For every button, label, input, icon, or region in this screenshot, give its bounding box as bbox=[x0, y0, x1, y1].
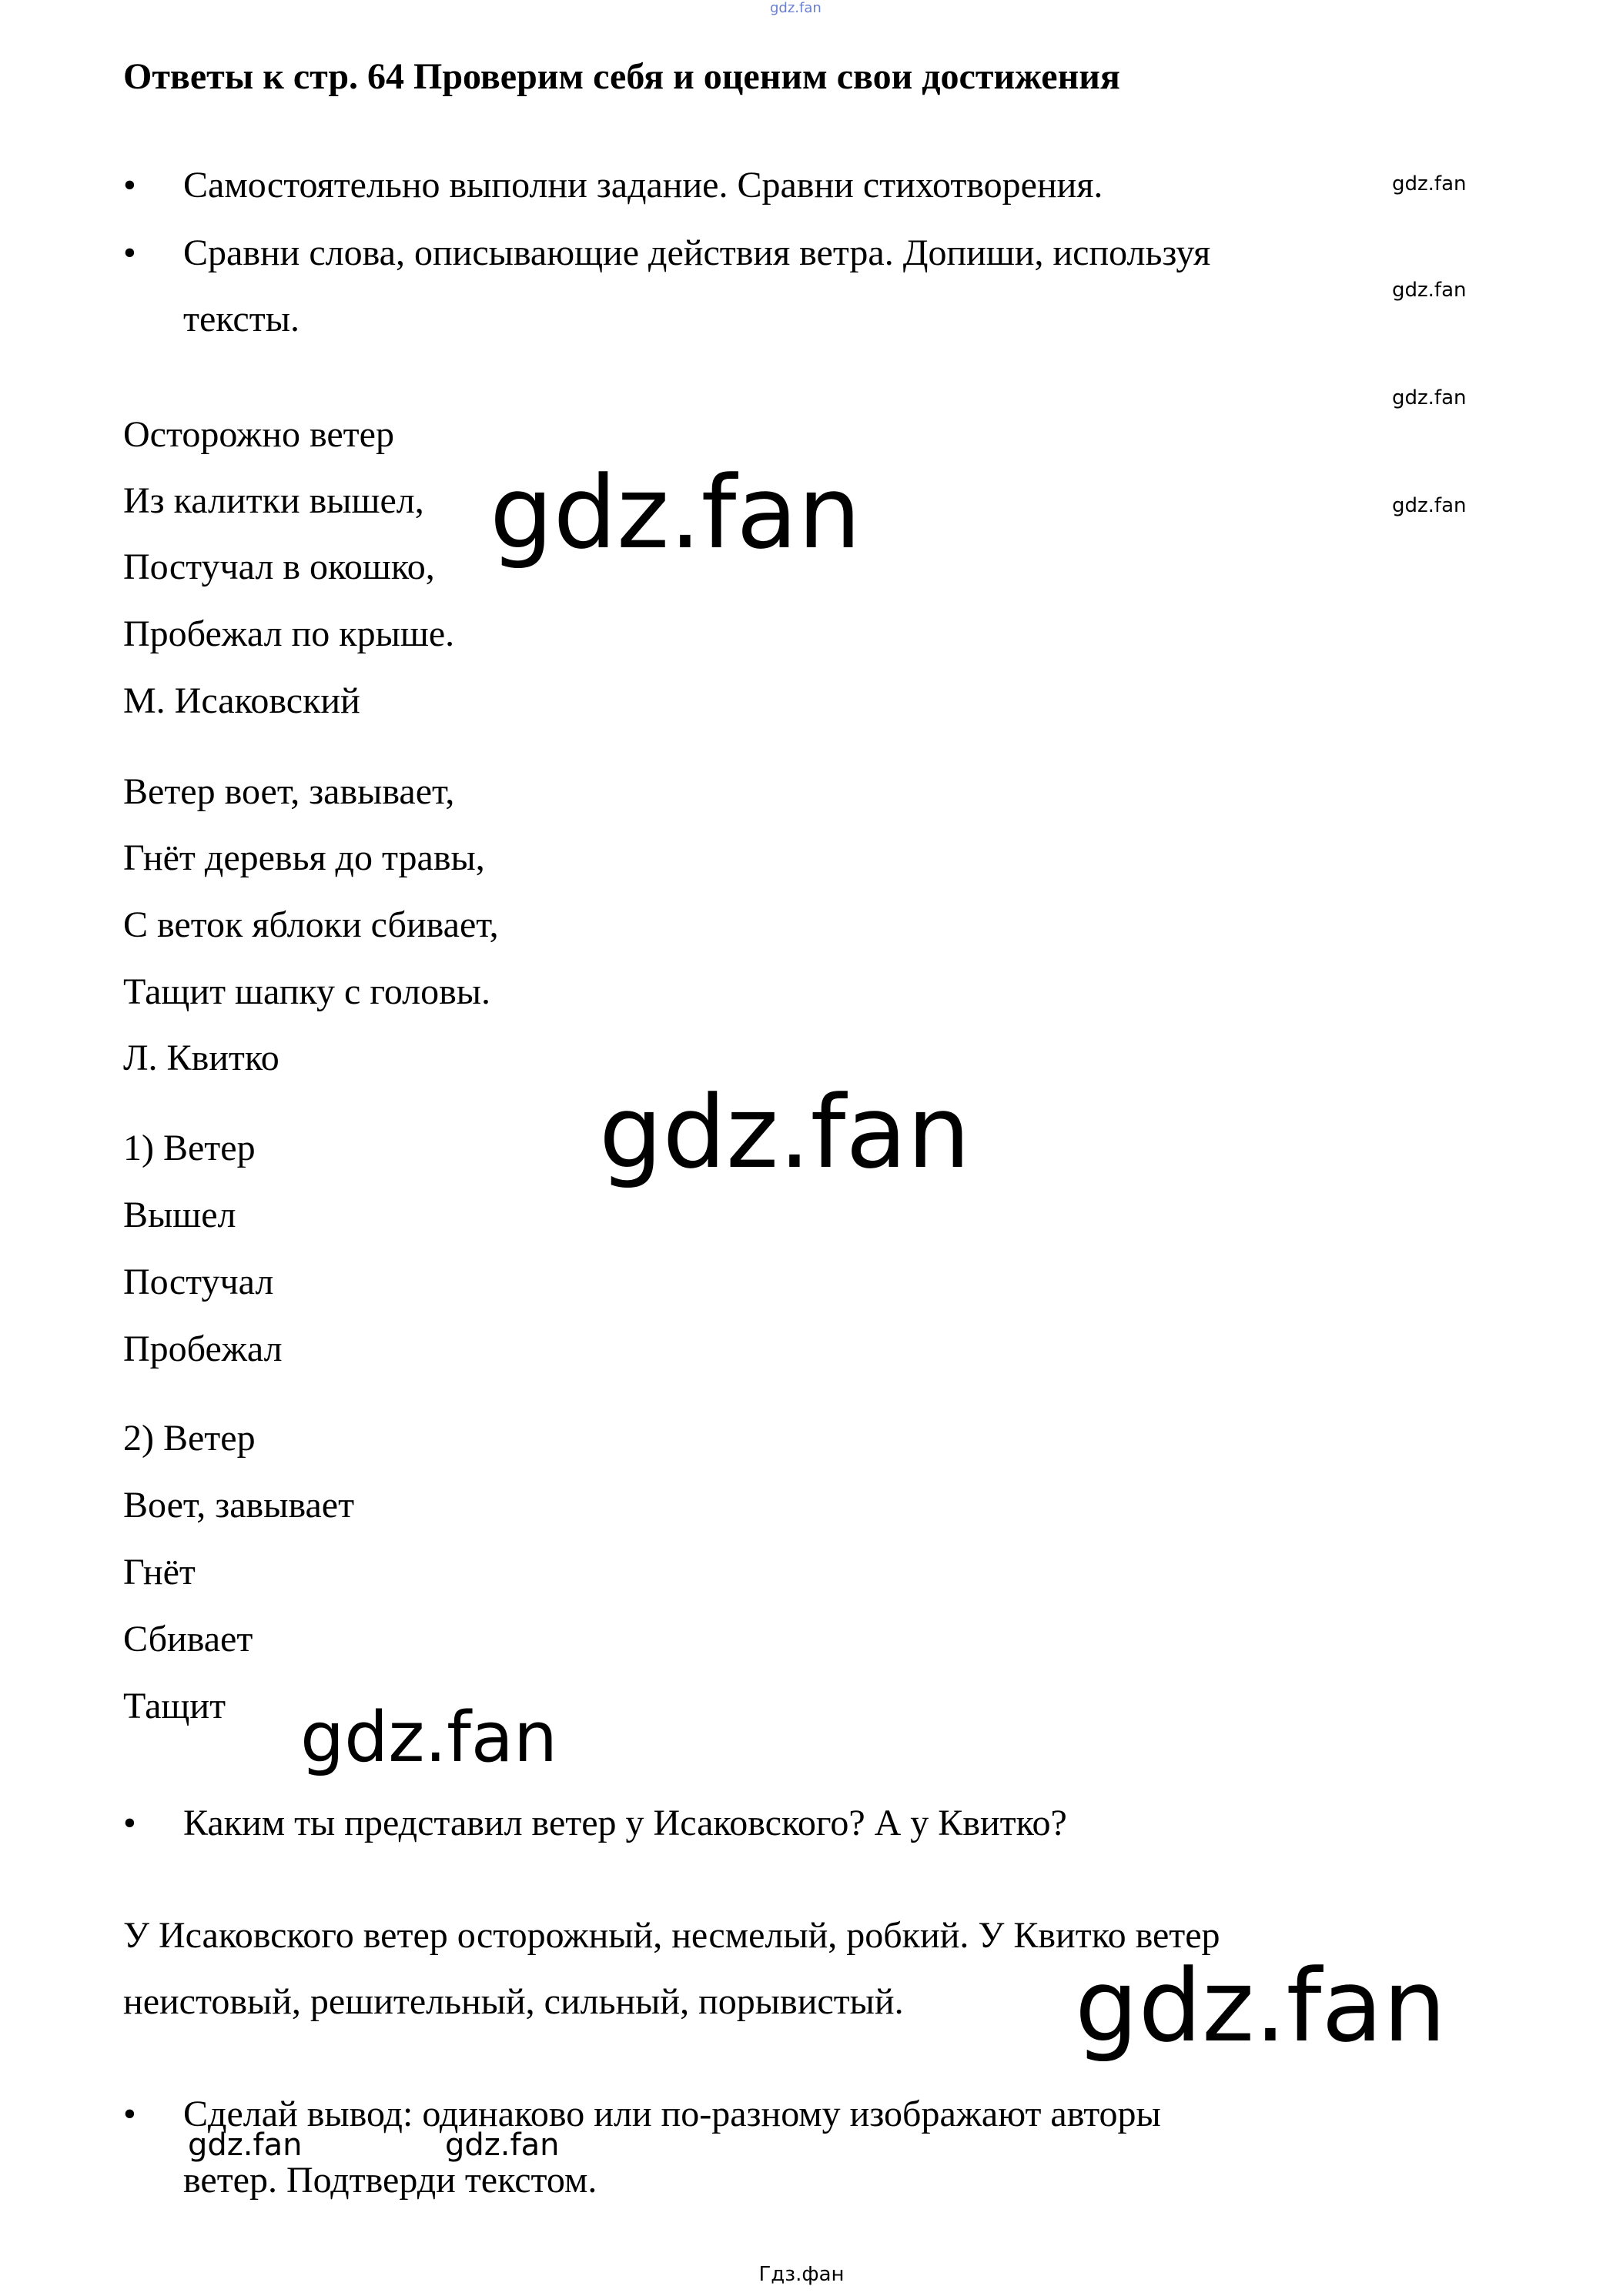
answer3-line1: У Исаковского ветер осторожный, несмелый, робкий. У Квитко ветер bbox=[123, 1915, 1220, 1956]
task-text-line2: тексты. bbox=[183, 299, 300, 339]
question4-text-line1: Сделай вывод: одинаково или по-разному изображают авторы bbox=[183, 2094, 1161, 2134]
poem1-line: Осторожно ветер bbox=[123, 414, 394, 455]
poem1-line: Постучал в окошко, bbox=[123, 546, 435, 587]
poem2-line: Тащит шапку с головы. bbox=[123, 971, 491, 1012]
watermark-small: gdz.fan bbox=[1392, 172, 1467, 196]
answer1-item: Вышел bbox=[123, 1195, 236, 1235]
page-footer: Гдз.фан bbox=[758, 2263, 845, 2286]
bullet-icon: • bbox=[123, 165, 136, 206]
poem1-line: Пробежал по крыше. bbox=[123, 613, 455, 654]
poem2-line: Гнёт деревья до травы, bbox=[123, 837, 485, 878]
watermark-medium: gdz.fan bbox=[300, 1697, 557, 1778]
answer2-head: 2) Ветер bbox=[123, 1418, 256, 1459]
watermark-small: gdz.fan bbox=[1392, 386, 1467, 409]
answer1-item: Постучал bbox=[123, 1262, 274, 1302]
poem1-author: М. Исаковский bbox=[123, 680, 360, 721]
watermark-small: gdz.fan bbox=[1392, 279, 1467, 302]
watermark-big: gdz.fan bbox=[599, 1074, 971, 1191]
watermark-small: gdz.fan bbox=[188, 2127, 303, 2163]
watermark-small: gdz.fan bbox=[1392, 494, 1467, 517]
watermark-small: gdz.fan bbox=[445, 2127, 560, 2163]
task-text-line1: Сравни слова, описывающие действия ветра. Допиши, используя bbox=[183, 232, 1211, 273]
poem2-author: Л. Квитко bbox=[123, 1038, 279, 1078]
answer3-line2: неистовый, решительный, сильный, порывистый. bbox=[123, 1981, 904, 2022]
bullet-icon: • bbox=[123, 1803, 136, 1843]
bullet-icon: • bbox=[123, 2094, 136, 2134]
answer1-item: Пробежал bbox=[123, 1328, 283, 1369]
poem2-line: Ветер воет, завывает, bbox=[123, 771, 455, 812]
bullet-icon: • bbox=[123, 232, 136, 273]
answer2-item: Воет, завывает bbox=[123, 1485, 355, 1526]
question3-text: Каким ты представил ветер у Исаковского? А у Квитко? bbox=[183, 1803, 1067, 1843]
page-title: Ответы к стр. 64 Проверим себя и оценим свои достижения bbox=[123, 56, 1120, 97]
answer2-item: Гнёт bbox=[123, 1552, 196, 1592]
poem1-line: Из калитки вышел, bbox=[123, 480, 424, 521]
watermark-big: gdz.fan bbox=[1075, 1947, 1447, 2064]
answer2-item: Сбивает bbox=[123, 1619, 253, 1659]
task-text: Самостоятельно выполни задание. Сравни стихотворения. bbox=[183, 165, 1103, 206]
poem2-line: С веток яблоки сбивает, bbox=[123, 904, 499, 945]
answer2-item: Тащит bbox=[123, 1686, 226, 1726]
question4-text-line2: ветер. Подтверди текстом. bbox=[183, 2160, 597, 2201]
watermark-big: gdz.fan bbox=[490, 454, 862, 571]
header-watermark: gdz.fan bbox=[770, 0, 822, 16]
answer1-head: 1) Ветер bbox=[123, 1128, 256, 1168]
